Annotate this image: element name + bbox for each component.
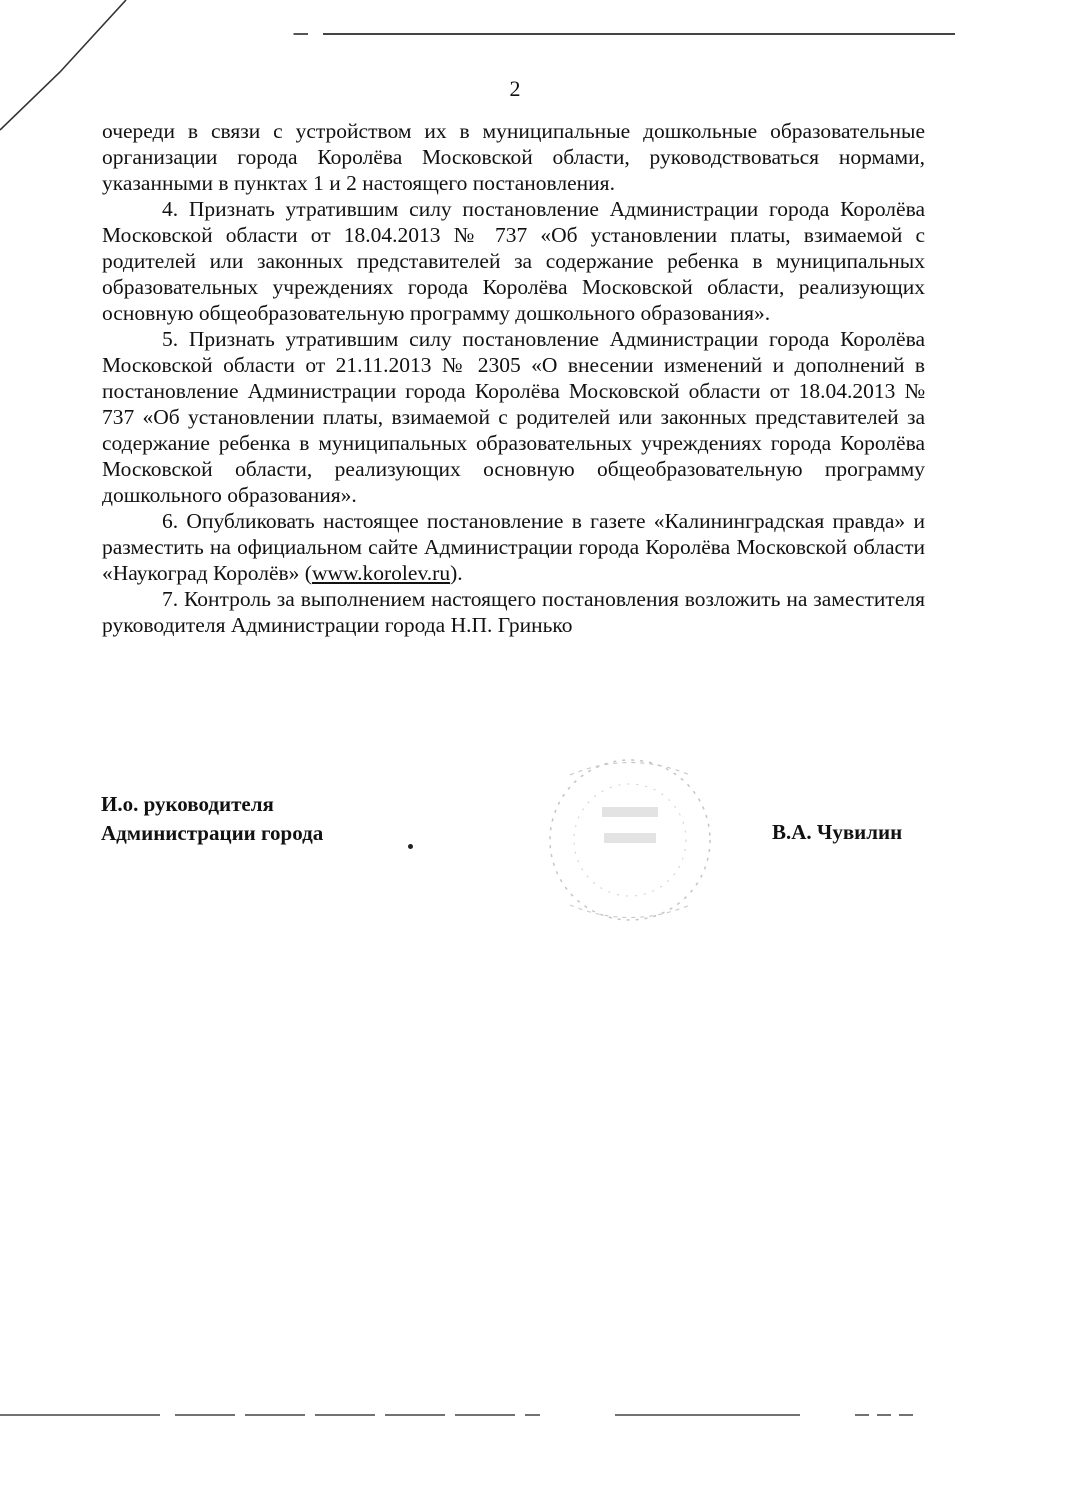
official-seal-stamp — [530, 745, 740, 930]
page-number: 2 — [509, 76, 521, 101]
signatory-title-line1: И.о. руководителя — [101, 792, 274, 816]
bottom-rule — [0, 1410, 1090, 1420]
signatory-title — [101, 790, 323, 848]
document-body — [102, 118, 925, 638]
signatory-name: В.А. Чувилин — [772, 820, 903, 844]
ink-dot — [408, 844, 413, 849]
paragraph-5: 5. Признать утратившим силу постановление Администрации города Королёва Московской области от 21.11.2013 № 2305 «О внесении изменений и дополнений в постановление Администрации города Королёва Московской области от 18.04.2013 № 737 «Об установлении платы, взимаемой с родителей или законных представителей за содержание ребенка в муниципальных образовательных учреждениях города Королёва Московской области, реализующих основную общеобразовательную программу дошкольного образования». — [102, 327, 925, 507]
signatory-title-line2: Администрации города — [101, 821, 324, 845]
paragraph-6 — [102, 508, 925, 586]
paragraph-6-end: ). — [450, 561, 463, 585]
top-rule — [220, 33, 955, 35]
website-link[interactable]: www.korolev.ru — [311, 561, 451, 585]
paragraph-4: 4. Признать утратившим силу постановление Администрации города Королёва Московской области от 18.04.2013 № 737 «Об установлении платы, взимаемой с родителей или законных представителей за содержание ребенка в муниципальных образовательных учреждениях города Королёва Московской области, реализующих основную общеобразовательную программу дошкольного образования». — [102, 197, 925, 325]
paragraph-continuation: очереди в связи с устройством их в муниципальные дошкольные образовательные организации города Королёва Московской области, руководствоваться нормами, указанными в пунктах 1 и 2 настоящего постановления. — [102, 119, 925, 195]
paragraph-6-text: 6. Опубликовать настоящее постановление в газете «Калининградская правда» и разместить на официальном сайте Администрации города Королёва Московской области «Наукоград Королёв» ( — [102, 509, 925, 585]
paragraph-7: 7. Контроль за выполнением настоящего постановления возложить на заместителя руководителя Администрации города Н.П. Гринько — [102, 587, 925, 637]
